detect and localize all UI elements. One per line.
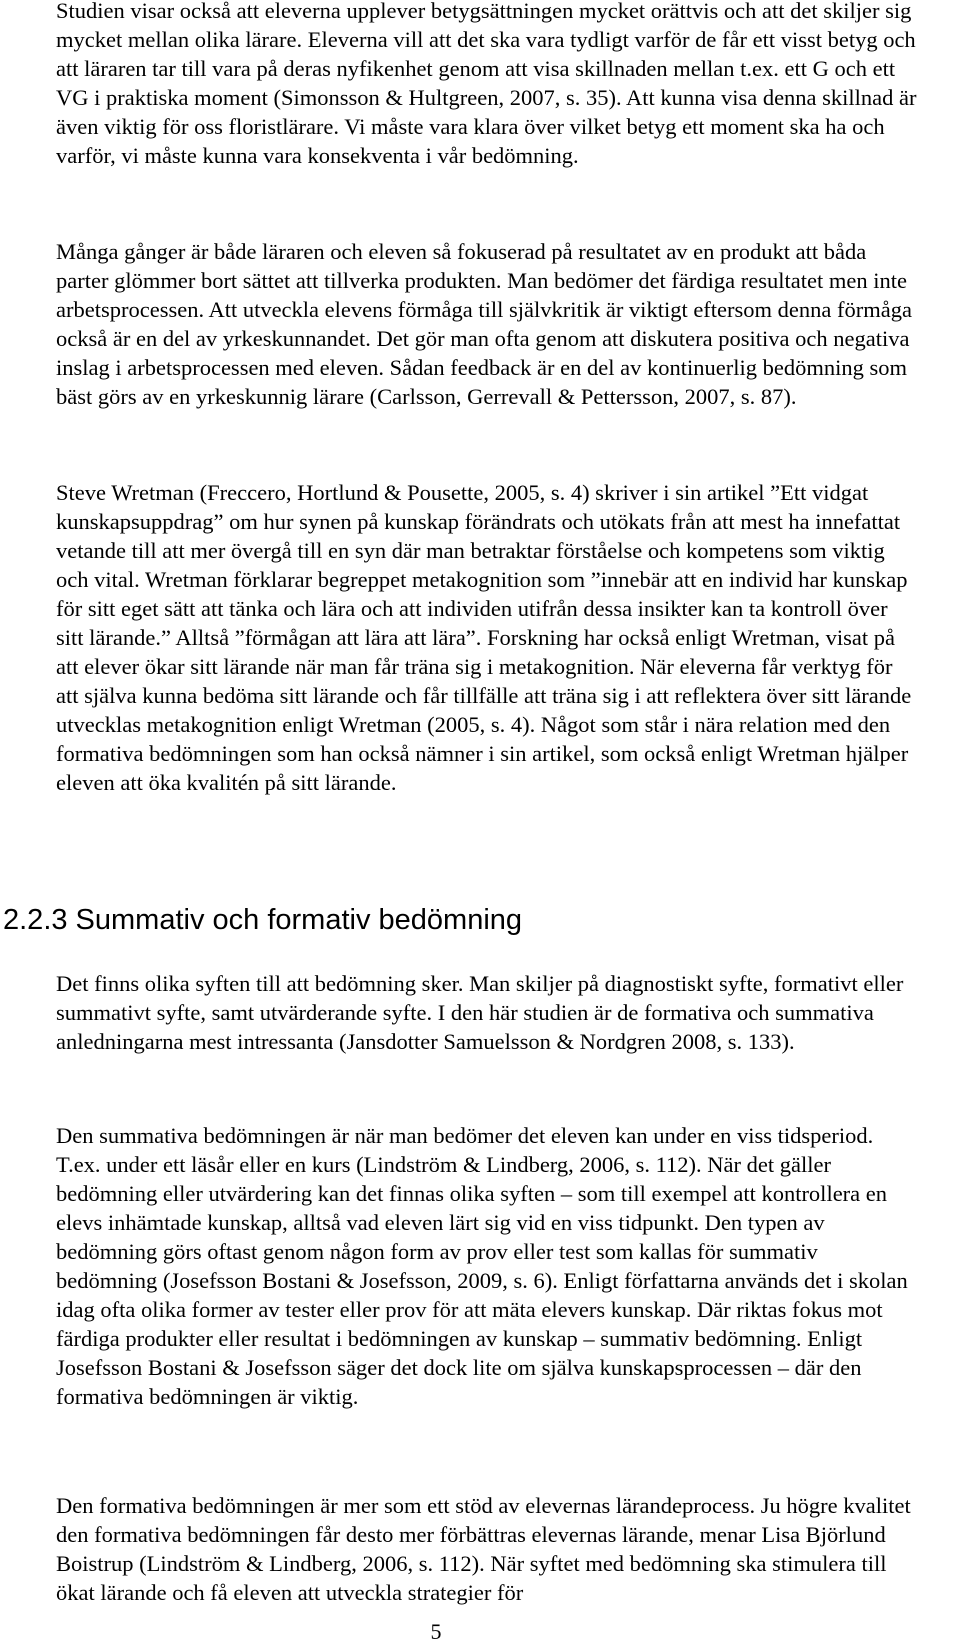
paragraph-grading-fairness: Studien visar också att eleverna upplever betygsättningen mycket orättvis och att det skiljer sig mycket mellan olika lärare. Eleverna vill att det ska vara tydligt varför de får ett visst betyg och att läraren tar till vara på deras nyfikenhet genom att visa skillnaden mellan t.ex. ett G och ett VG i praktiska moment (Simonsson & Hultgreen, 2007, s. 35). Att kunna visa denna skillnad är även viktig för oss floristlärare. Vi måste vara klara över vilket betyg ett moment ska ha och varför, vi måste kunna vara konsekventa i vår bedömning. (56, 0, 917, 168)
paragraph-formative-assessment: Den formativa bedömningen är mer som ett stöd av elevernas lärandeprocess. Ju högre kvalitet den formativa bedömningen får desto mer förbättras elevernas lärande, menar Lisa Björlund Boistrup (Lindström & Lindberg, 2006, s. 112). När syftet med bedömning ska stimulera till ökat lärande och få eleven att utveckla strategier för (56, 1493, 911, 1605)
paragraph-assessment-purposes: Det finns olika syften till att bedömning sker. Man skiljer på diagnostiskt syfte, formativt eller summativt syfte, samt utvärderande syfte. I den här studien är de formativa och summativa anledningarna mest intressanta (Jansdotter Samuelsson & Nordgren 2008, s. 133). (56, 971, 904, 1054)
paragraph-work-process: Många gånger är både läraren och eleven så fokuserad på resultatet av en produkt att båda parter glömmer bort sättet att tillverka produkten. Man bedömer det färdiga resultatet men inte arbetsprocessen. Att utveckla elevens förmåga till självkritik är viktigt eftersom denna förmåga också är en del av yrkeskunnandet. Det gör man ofta genom att diskutera positiva och negativa inslag i arbetsprocessen med eleven. Sådan feedback är en del av kontinuerlig bedömning som bäst görs av en yrkeskunnig lärare (Carlsson, Gerrevall & Pettersson, 2007, s. 87). (56, 239, 912, 409)
paragraph-metacognition: Steve Wretman (Freccero, Hortlund & Pousette, 2005, s. 4) skriver i sin artikel ”Ett vidgat kunskapsuppdrag” om hur synen på kunskap förändrats och utökats från att mest ha innefattat vetande till att mer övergå till en syn där man betraktar förståelse och kompetens som viktig och vital. Wretman förklarar begreppet metakognition som ”innebär att en individ har kunskap för sitt eget sätt att tänka och lära och att individen utifrån dessa insikter kan ta kontroll över sitt lärande.” Alltså ”förmågan att lära att lära”. Forskning har också enligt Wretman, visat på att elever ökar sitt lärande när man får träna sig i metakognition. När eleverna får verktyg för att själva kunna bedöma sitt lärande och får tillfälle att träna sig i att reflektera över sitt lärande utvecklas metakognition enligt Wretman (2005, s. 4). Något som står i nära relation med den formativa bedömningen som han också nämner i sin artikel, som också enligt Wretman hjälper eleven att öka kvalitén på sitt lärande. (56, 480, 912, 795)
paragraph-summative-assessment: Den summativa bedömningen är när man bedömer det eleven kan under en viss tidsperiod. T.ex. under ett läsår eller en kurs (Lindström & Lindberg, 2006, s. 112). När det gäller bedömning eller utvärdering kan det finnas olika syften – som till exempel att kontrollera en elevs inhämtade kunskap, alltså vad eleven lärt sig vid en viss tidpunkt. Den typen av bedömning görs oftast genom någon form av prov eller test som kallas för summativ bedömning (Josefsson Bostani & Josefsson, 2009, s. 6). Enligt författarna används det i skolan idag ofta olika former av tester eller prov för att mäta elevers kunskap. Där riktas fokus mot färdiga produkter eller resultat i bedömningen av kunskap – summativ bedömning. Enligt Josefsson Bostani & Josefsson säger det dock lite om själva kunskapsprocessen – där den formativa bedömningen är viktig. (56, 1123, 908, 1409)
section-heading: 2.2.3 Summativ och formativ bedömning (3, 904, 523, 936)
page-number: 5 (430, 1619, 442, 1644)
